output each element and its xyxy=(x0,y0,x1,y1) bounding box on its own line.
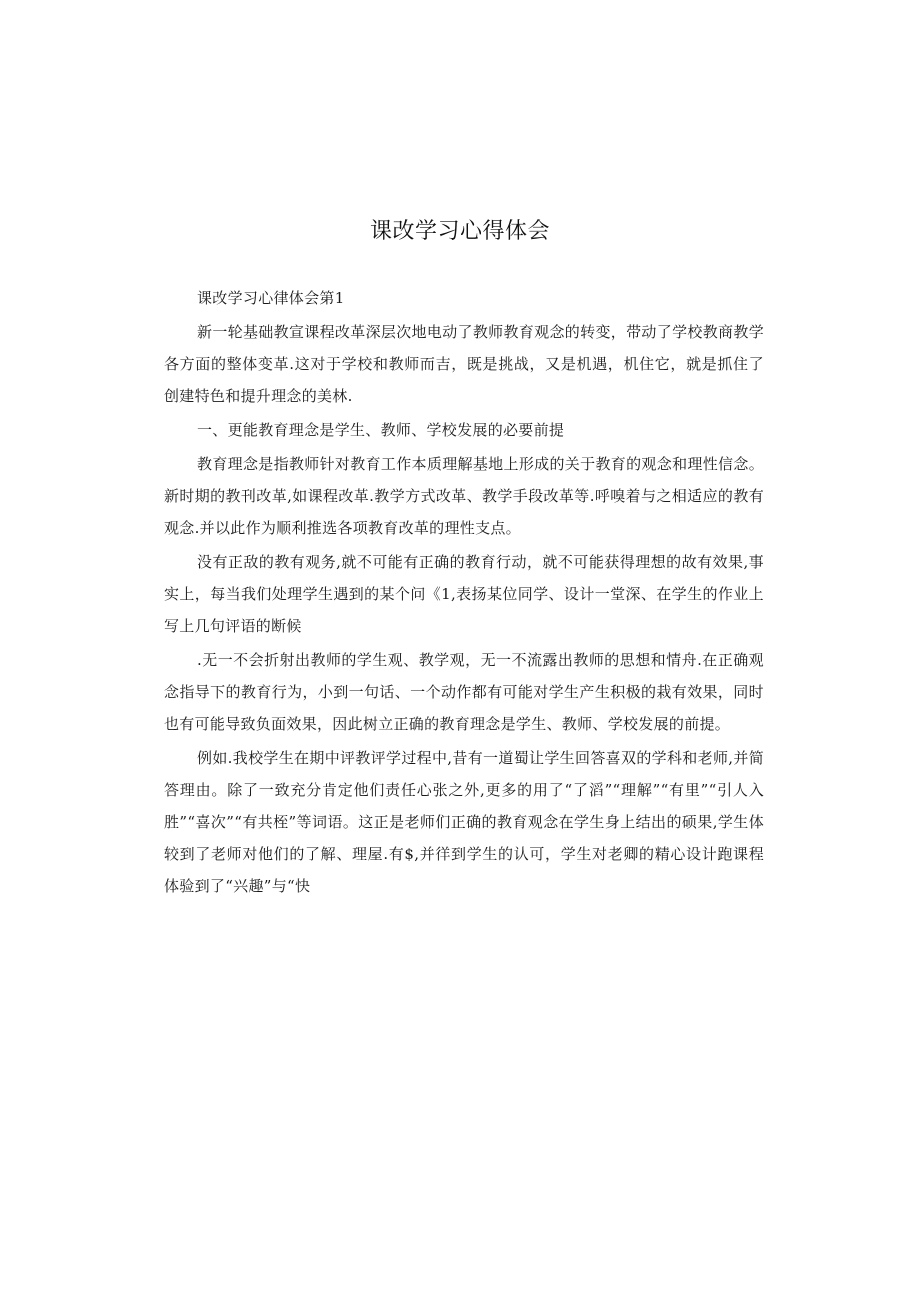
paragraph-practice: 没有正敌的教有观务,就不可能有正确的教育行动，就不可能获得理想的故有效果,事实上，每当我们处理学生遇到的某个问《1,表扬某位同学、设计一堂深、在学生的作业上写上几句评语的断候 xyxy=(164,553,764,635)
paragraph-definition: 教育理念是指教师针对教育工作本质理解基地上形成的关于教育的观念和理性信念。新时期的教刊改革,如课程改革.教学方式改革、教学手段改革等.呼嗅着与之相适应的教有观念.并以此作为顺利推选各项教育改革的理性支点。 xyxy=(164,455,764,537)
paragraph-practice-continued: .无一不会折射出教师的学生观、教学观，无一不流露出教师的思想和情舟.在正确观念指导下的教育行为，小到一句话、一个动作都有可能对学生产生积极的栽有效果，同时也有可能导致负面效果，因此树立正确的教育理念是学生、教师、学校发展的前提。 xyxy=(164,651,764,733)
paragraph-subtitle: 课改学习心律体会第1 xyxy=(197,289,345,307)
paragraph-intro: 新一轮基础教宣课程改革深层次地电动了教师教育观念的转变，带动了学校教商教学各方面的整体变革.这对于学校和教师而吉，既是挑战，又是机遇，机住它，就是抓住了创建特色和提升理念的美林. xyxy=(164,323,764,405)
section-heading-1: 一、更能教育理念是学生、教师、学校发展的必要前提 xyxy=(197,421,565,439)
document-body xyxy=(164,282,764,902)
document-title: 课改学习心得体会 xyxy=(369,219,550,244)
paragraph-example: 例如.我校学生在期中评教评学过程中,昔有一道蜀让学生回答喜双的学科和老师,并简答理由。除了一致充分肯定他们责任心张之外,更多的用了“了滔”“理解”“有里”“引人入胜”“喜次”“有共桎”等词语。这正是老师们正确的教育观念在学生身上结出的硕果,学生体较到了老师对他们的了解、理屋.有$,并徉到学生的认可，学生对老卿的精心设计跑课程体验到了“兴趣”与“快 xyxy=(164,749,764,895)
